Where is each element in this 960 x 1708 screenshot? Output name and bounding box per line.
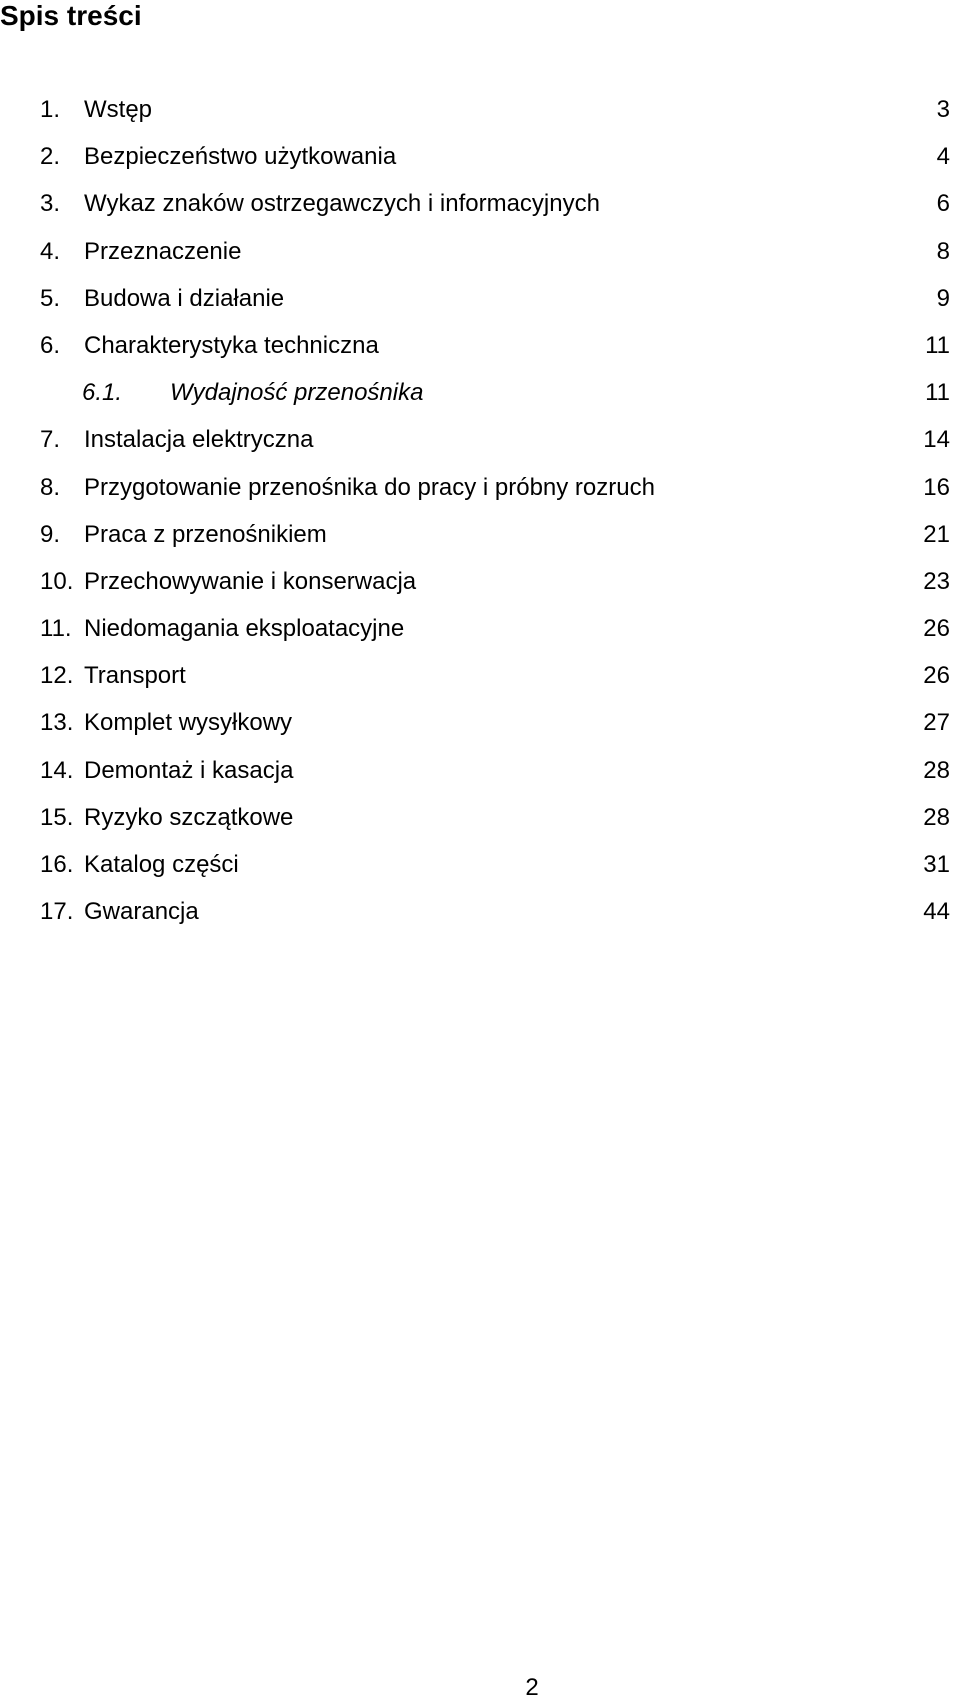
toc-entry-3[interactable]: [0, 190, 960, 237]
toc-entry-2[interactable]: [0, 143, 960, 190]
page-number: 2: [525, 1674, 539, 1701]
toc-entry-13[interactable]: [0, 709, 960, 756]
toc-entry-label: Komplet wysyłkowy: [84, 709, 293, 737]
toc-entry-page: 8: [936, 237, 950, 265]
toc-entry-page: 3: [936, 96, 950, 123]
toc-entry-number: 15.: [40, 803, 74, 831]
toc-entry-15[interactable]: [0, 804, 960, 851]
toc-entry-page: 44: [923, 898, 950, 926]
toc-entry-number: 14.: [40, 756, 74, 784]
toc-entry-number: 8.: [40, 473, 61, 501]
toc-entry-number: 6.: [40, 331, 61, 359]
toc-entry-page: 11: [925, 379, 950, 407]
toc-entry-number: 3.: [40, 190, 61, 218]
page-title: Spis treści: [0, 0, 142, 31]
toc-entry-number: 13.: [40, 709, 74, 737]
toc-entry-page: 28: [923, 756, 950, 784]
toc-entry-6-1[interactable]: [0, 379, 960, 426]
toc-entry-page: 14: [923, 426, 950, 454]
toc-entry-label: Niedomagania eksploatacyjne: [84, 615, 405, 643]
toc-entry-9[interactable]: [0, 521, 960, 568]
toc-entry-label: Wstęp: [84, 96, 153, 123]
toc-entry-page: 21: [923, 520, 950, 548]
toc-entry-page: 27: [923, 709, 950, 737]
toc-entry-label: Budowa i działanie: [84, 284, 285, 312]
toc-entry-6[interactable]: [0, 332, 960, 379]
toc-entry-page: 11: [925, 331, 950, 359]
toc-entry-label: Praca z przenośnikiem: [84, 520, 327, 548]
toc-entry-number: 10.: [40, 567, 74, 595]
toc-entry-page: 16: [923, 473, 950, 501]
toc-entry-label: Ryzyko szczątkowe: [84, 803, 294, 831]
toc-entry-label: Przygotowanie przenośnika do pracy i próbny rozruch: [84, 473, 655, 501]
toc-subentry-number: 6.1.: [82, 379, 123, 407]
toc-entry-number: 7.: [40, 426, 61, 454]
toc-entry-page: 26: [923, 615, 950, 643]
toc-entry-label: Transport: [84, 662, 186, 690]
toc-entry-label: Demontaż i kasacja: [84, 756, 294, 784]
toc-entry-10[interactable]: [0, 568, 960, 615]
toc-entry-number: 1.: [40, 96, 61, 123]
toc-entry-page: 9: [936, 284, 950, 312]
toc-entry-number: 17.: [40, 898, 74, 926]
toc-entry-label: Charakterystyka techniczna: [84, 331, 379, 359]
toc-entry-page: 31: [923, 851, 950, 878]
table-of-contents: [0, 96, 960, 945]
toc-entry-label: Katalog części: [84, 851, 239, 878]
toc-entry-page: 26: [923, 662, 950, 690]
toc-entry-page: 28: [923, 803, 950, 831]
toc-entry-5[interactable]: [0, 285, 960, 332]
toc-entry-page: 23: [923, 567, 950, 595]
toc-entry-7[interactable]: [0, 426, 960, 473]
toc-entry-label: Wykaz znaków ostrzegawczych i informacyjnych: [84, 190, 600, 218]
toc-entry-label: Instalacja elektryczna: [84, 426, 314, 454]
toc-entry-label: Przeznaczenie: [84, 237, 242, 265]
toc-entry-16[interactable]: [0, 851, 960, 898]
toc-entry-number: 2.: [40, 143, 61, 171]
toc-entry-14[interactable]: [0, 757, 960, 804]
toc-entry-label: Bezpieczeństwo użytkowania: [84, 143, 397, 171]
toc-entry-8[interactable]: [0, 474, 960, 521]
toc-entry-label: Przechowywanie i konserwacja: [84, 567, 417, 595]
toc-entry-11[interactable]: [0, 615, 960, 662]
toc-entry-number: 4.: [40, 237, 61, 265]
toc-entry-page: 4: [936, 143, 950, 171]
toc-entry-number: 5.: [40, 284, 61, 312]
toc-entry-label: Gwarancja: [84, 898, 199, 926]
toc-entry-4[interactable]: [0, 238, 960, 285]
toc-entry-17[interactable]: [0, 898, 960, 945]
toc-entry-page: 6: [936, 190, 950, 218]
toc-entry-number: 9.: [40, 520, 61, 548]
toc-entry-1[interactable]: [0, 96, 960, 143]
toc-entry-number: 16.: [40, 851, 74, 878]
toc-entry-12[interactable]: [0, 662, 960, 709]
toc-entry-number: 11.: [40, 615, 72, 643]
toc-subentry-label: Wydajność przenośnika: [170, 379, 424, 407]
toc-entry-number: 12.: [40, 662, 74, 690]
